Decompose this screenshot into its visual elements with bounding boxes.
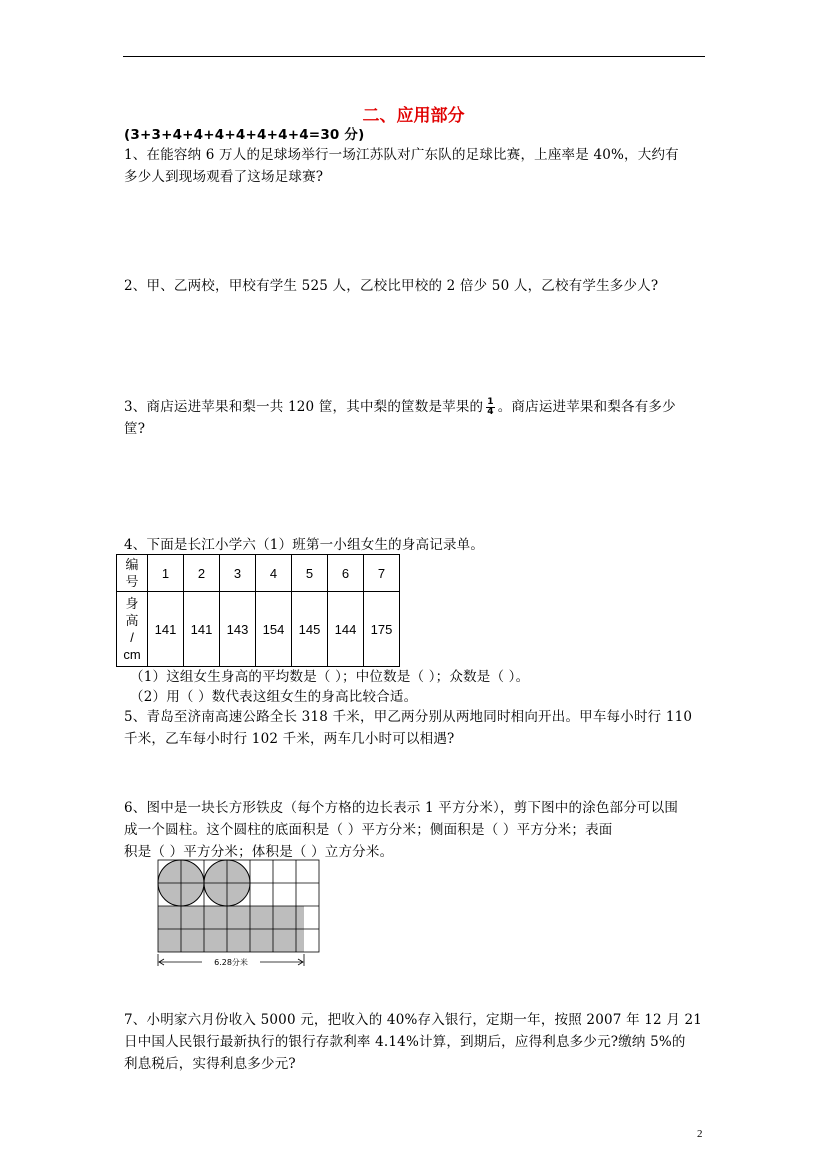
question-7-line-2: 日中国人民银行最新执行的银行存款利率 4.14%计算，到期后，应得利息多少元?缴纳 5%的 [124, 1034, 686, 1050]
question-1 [124, 144, 706, 188]
table-cell: 143 [220, 592, 256, 667]
question-3-text-b: 。商店运进苹果和梨各有多少 [497, 399, 676, 415]
score-line: (3+3+4+4+4+4+4+4+4=30 分) [124, 127, 365, 143]
table-cell: 175 [364, 592, 400, 667]
fraction-numerator: 1 [487, 397, 494, 407]
page-number: 2 [697, 1128, 703, 1140]
row-header-height [117, 592, 148, 667]
question-6-line-1: 6、图中是一块长方形铁皮（每个方格的边长表示 1 平方分米），剪下图中的涂色部分可以围 [124, 800, 679, 816]
question-4-sub-1: （1）这组女生身高的平均数是（ ）；中位数是（ ）；众数是（ ）。 [130, 669, 530, 685]
table-cell: 141 [148, 592, 184, 667]
question-3-line-2: 筐? [124, 421, 146, 437]
table-row [117, 555, 400, 592]
fraction-one-quarter [486, 398, 494, 417]
header-char: / [130, 630, 134, 645]
table-cell: 141 [184, 592, 220, 667]
question-5-line-1: 5、青岛至济南高速公路全长 318 千米，甲乙两分别从两地同时相向开出。甲车每小时行 110 [124, 709, 693, 725]
question-7 [124, 1009, 706, 1075]
header-char: 号 [125, 574, 139, 589]
question-2: 2、甲、乙两校，甲校有学生 525 人，乙校比甲校的 2 倍少 50 人，乙校有学生多少人? [124, 278, 659, 294]
table-cell: 6 [328, 555, 364, 592]
header-char: 高 [125, 613, 139, 628]
question-1-line-1: 1、在能容纳 6 万人的足球场举行一场江苏队对广东队的足球比赛，上座率是 40%，大约有 [124, 147, 679, 163]
question-4-sub-2: （2）用（ ）数代表这组女生的身高比较合适。 [130, 689, 418, 705]
header-char: 编 [125, 557, 139, 572]
question-7-line-3: 利息税后，实得利息多少元? [124, 1056, 296, 1072]
fraction-denominator: 4 [487, 407, 494, 417]
table-cell: 2 [184, 555, 220, 592]
question-3-text-a: 3、商店运进苹果和梨一共 120 筐，其中梨的筐数是苹果的 [124, 399, 484, 415]
question-6-line-3: 积是（ ）平方分米；体积是（ ）立方分米。 [124, 844, 394, 860]
question-4-intro: 4、下面是长江小学六（1）班第一小组女生的身高记录单。 [124, 537, 485, 553]
header-char: cm [123, 647, 141, 662]
row-header-number [117, 555, 148, 592]
table-row [117, 592, 400, 667]
table-cell: 144 [328, 592, 364, 667]
measure-label: 6.28分米 [214, 958, 248, 967]
table-cell: 3 [220, 555, 256, 592]
height-table [116, 554, 400, 667]
question-5 [124, 706, 706, 750]
table-cell: 4 [256, 555, 292, 592]
header-rule [123, 56, 705, 57]
table-cell: 154 [256, 592, 292, 667]
table-cell: 145 [292, 592, 328, 667]
cylinder-net-figure [150, 854, 330, 970]
section-title: 二、应用部分 [362, 106, 465, 126]
table-cell: 7 [364, 555, 400, 592]
question-5-line-2: 千米，乙车每小时行 102 千米，两车几小时可以相遇? [124, 731, 455, 747]
question-7-line-1: 7、小明家六月份收入 5000 元，把收入的 40%存入银行，定期一年，按照 2007 年 12 月 21 [124, 1012, 703, 1028]
table-cell: 5 [292, 555, 328, 592]
header-char: 身 [125, 596, 139, 611]
table-cell: 1 [148, 555, 184, 592]
question-6-line-2: 成一个圆柱。这个圆柱的底面积是（ ）平方分米；侧面积是（ ）平方分米；表面 [124, 822, 613, 838]
question-3 [124, 396, 706, 440]
question-1-line-2: 多少人到现场观看了这场足球赛? [124, 169, 324, 185]
question-3-line-1 [124, 396, 706, 418]
